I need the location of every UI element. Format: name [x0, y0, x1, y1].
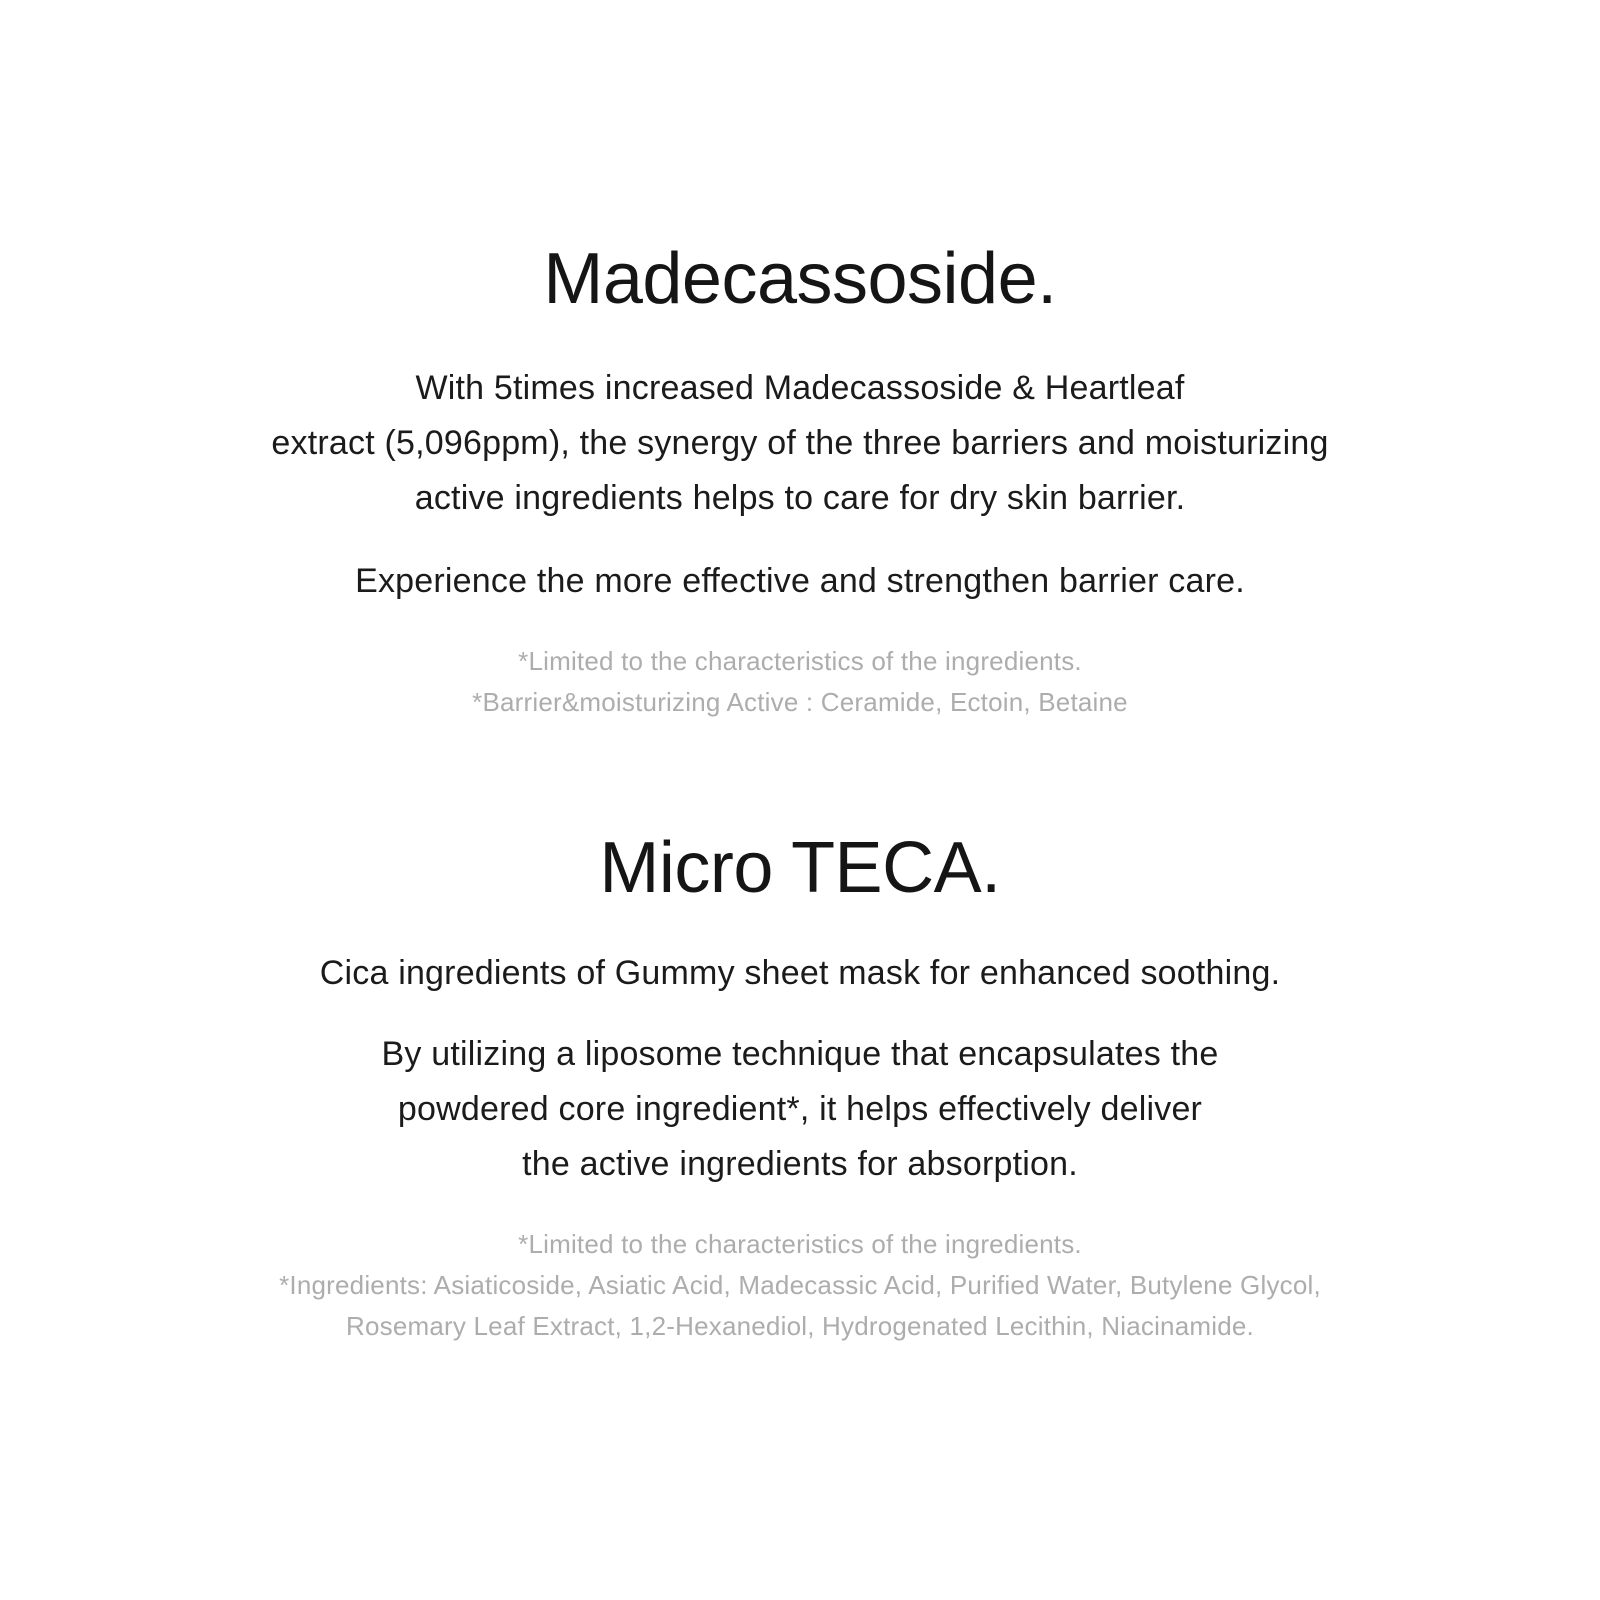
body-line: the active ingredients for absorption.	[522, 1144, 1078, 1183]
micro-teca-liposome-paragraph	[0, 1027, 1600, 1192]
micro-teca-cica-paragraph	[0, 946, 1600, 1001]
body-line: powdered core ingredient*, it helps effectively deliver	[397, 1089, 1203, 1128]
section-title-madecassoside: Madecassoside.	[543, 239, 1057, 319]
note-line: *Ingredients: Asiaticoside, Asiatic Acid, Madecassic Acid, Purified Water, Butylene Glycol,	[279, 1269, 1321, 1300]
body-line: By utilizing a liposome technique that encapsulates the	[381, 1034, 1219, 1073]
body-line: extract (5,096ppm), the synergy of the three barriers and moisturizing	[271, 423, 1329, 462]
note-line: Rosemary Leaf Extract, 1,2-Hexanediol, Hydrogenated Lecithin, Niacinamide.	[346, 1310, 1254, 1341]
note-line: *Limited to the characteristics of the ingredients.	[518, 1228, 1082, 1259]
body-line: active ingredients helps to care for dry skin barrier.	[414, 478, 1186, 517]
body-line: With 5times increased Madecassoside & Heartleaf	[415, 368, 1185, 407]
note-line: *Barrier&moisturizing Active : Ceramide, Ectoin, Betaine	[472, 686, 1128, 717]
madecassoside-experience-paragraph	[0, 554, 1600, 609]
section-title-micro-teca: Micro TECA.	[599, 827, 1001, 908]
madecassoside-disclaimer-notes	[0, 641, 1600, 723]
micro-teca-disclaimer-notes	[0, 1224, 1600, 1347]
section-micro-teca	[0, 827, 1600, 1347]
section-madecassoside	[0, 238, 1600, 723]
body-line: Experience the more effective and strengthen barrier care.	[355, 561, 1245, 600]
note-line: *Limited to the characteristics of the ingredients.	[518, 645, 1082, 676]
body-line: Cica ingredients of Gummy sheet mask for enhanced soothing.	[319, 953, 1281, 992]
madecassoside-description-paragraph	[0, 361, 1600, 526]
